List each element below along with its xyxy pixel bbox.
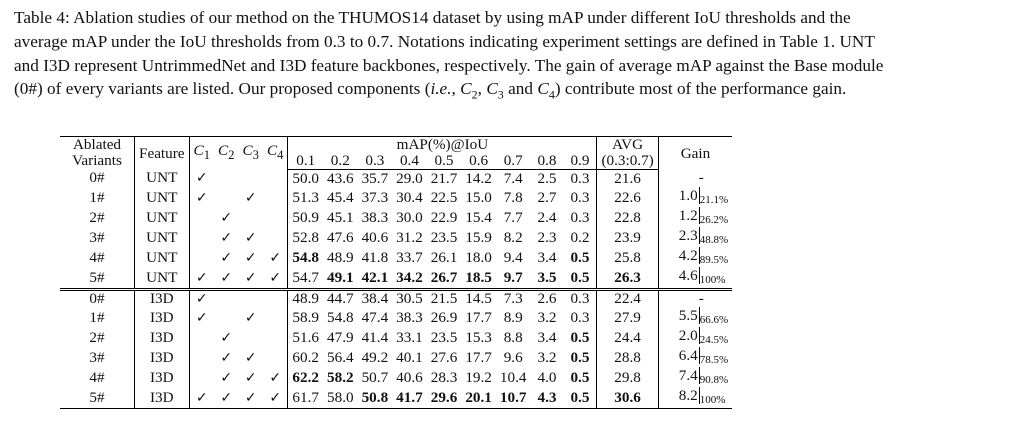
check-icon: ✓ (195, 170, 208, 187)
map-cell: 0.5 (563, 248, 596, 268)
map-cell: 8.8 (503, 328, 523, 346)
gain-cell (658, 368, 732, 388)
empty-cell (263, 289, 288, 308)
map-cell: 61.7 (288, 388, 323, 409)
avg-cell: 27.9 (597, 308, 658, 328)
empty-cell (189, 208, 214, 228)
gain-cell (658, 208, 732, 228)
check-icon: ✓ (263, 248, 288, 268)
header-gain: Gain (680, 144, 711, 162)
map-cell: 10.7 (496, 388, 531, 409)
caption-line-3: and I3D represent UntrimmedNet and I3D feature backbones, respectively. The gain of average mAP against the Base module (14, 55, 884, 75)
map-cell: 31.2 (396, 228, 423, 246)
map-cell: 35.7 (361, 169, 389, 187)
map-cell: 29.0 (396, 169, 423, 187)
map-cell: 29.6 (427, 388, 462, 409)
map-cell: 0.3 (563, 188, 596, 208)
table-row (60, 208, 732, 228)
variant-cell: 5# (60, 388, 135, 409)
map-cell: 52.8 (292, 228, 319, 246)
check-icon: ✓ (195, 189, 208, 206)
header-map-group: mAP(%)@IoU (288, 137, 597, 153)
empty-cell (189, 328, 214, 348)
table-row (60, 289, 732, 308)
map-cell: 26.1 (430, 248, 458, 266)
map-cell: 2.5 (537, 169, 557, 187)
empty-cell (238, 208, 262, 228)
table-row (60, 348, 732, 368)
map-cell: 0.3 (563, 308, 596, 328)
map-cell: 0.3 (563, 208, 596, 228)
check-icon: ✓ (220, 209, 233, 226)
header-iou-0.8: 0.8 (530, 153, 563, 169)
empty-cell (214, 289, 238, 308)
check-icon: ✓ (244, 309, 257, 326)
table-caption (14, 6, 1024, 108)
map-cell: 30.5 (392, 289, 427, 308)
gain-value: 1.2 (678, 206, 698, 224)
gain-cell (658, 188, 732, 208)
map-cell: 50.8 (358, 388, 393, 409)
map-cell: 0.3 (563, 289, 596, 308)
gain-value: 4.2 (678, 246, 698, 264)
map-cell: 0.5 (563, 328, 596, 348)
map-cell: 15.0 (465, 188, 492, 206)
map-cell: 41.8 (361, 248, 389, 266)
map-cell: 3.4 (537, 248, 557, 266)
variant-cell: 5# (60, 268, 135, 290)
feature-cell: I3D (135, 348, 190, 368)
map-cell: 48.9 (327, 248, 354, 266)
map-cell: 0.5 (563, 268, 596, 290)
map-cell: 62.2 (292, 368, 319, 386)
gain-percent: 21.1% (699, 193, 729, 206)
map-cell: 51.3 (292, 188, 319, 206)
gain-value: 5.5 (678, 306, 698, 324)
map-cell: 58.2 (327, 368, 354, 386)
header-iou-0.3: 0.3 (358, 153, 393, 169)
empty-cell (189, 368, 214, 388)
ablation-table (60, 136, 732, 409)
map-cell: 2.6 (530, 289, 563, 308)
header-iou-0.7: 0.7 (496, 153, 531, 169)
header-avg-range: (0.3:0.7) (597, 153, 658, 169)
variant-cell: 2# (60, 328, 135, 348)
map-cell: 0.3 (563, 169, 596, 188)
map-cell: 49.2 (361, 348, 389, 366)
header-feature: Feature (135, 137, 190, 170)
map-cell: 3.2 (537, 348, 557, 366)
map-cell: 42.1 (361, 268, 389, 286)
gain-percent: 100% (699, 273, 726, 286)
empty-cell (263, 348, 288, 368)
gain-percent: 100% (699, 393, 726, 406)
table-row (60, 228, 732, 248)
check-icon: ✓ (220, 269, 233, 286)
avg-cell: 22.8 (597, 208, 658, 228)
check-icon: ✓ (220, 329, 233, 346)
avg-cell: 28.8 (597, 348, 658, 368)
feature-cell: UNT (135, 208, 190, 228)
gain-value: 8.2 (678, 386, 698, 404)
map-cell: 47.6 (327, 228, 354, 246)
check-icon: ✓ (244, 269, 257, 286)
check-icon: ✓ (220, 229, 233, 246)
feature-cell: I3D (135, 308, 190, 328)
gain-percent: 26.2% (699, 213, 729, 226)
map-cell: 49.1 (327, 268, 354, 286)
empty-cell (263, 328, 288, 348)
header-c2: $C_2$ (218, 141, 235, 163)
map-cell: 26.9 (430, 308, 458, 326)
empty-cell (263, 208, 288, 228)
empty-cell (238, 328, 262, 348)
gain-cell (658, 328, 732, 348)
map-cell: 30.4 (396, 188, 423, 206)
header-iou-0.9: 0.9 (563, 153, 596, 169)
map-cell: 18.0 (465, 248, 492, 266)
map-cell: 34.2 (396, 268, 423, 286)
gain-value: 7.4 (678, 366, 698, 384)
map-cell: 54.7 (292, 268, 319, 286)
gain-value: 2.3 (678, 226, 698, 244)
empty-cell (263, 169, 288, 188)
table-row (60, 268, 732, 290)
empty-cell (263, 228, 288, 248)
gain-percent: 66.6% (699, 313, 729, 326)
gain-value: 6.4 (678, 346, 698, 364)
check-icon: ✓ (238, 388, 262, 409)
check-icon: ✓ (220, 249, 233, 266)
gain-cell (658, 248, 732, 268)
header-avg: AVG (597, 137, 658, 153)
gain-value: 4.6 (678, 266, 698, 284)
table-row (60, 188, 732, 208)
empty-cell (214, 308, 238, 328)
check-icon: ✓ (195, 269, 208, 286)
map-cell: 4.0 (537, 368, 557, 386)
check-icon: ✓ (244, 349, 257, 366)
feature-cell: I3D (135, 368, 190, 388)
check-icon: ✓ (189, 388, 214, 409)
feature-cell: I3D (135, 328, 190, 348)
gain-percent: 89.5% (699, 253, 729, 266)
avg-cell: 21.6 (597, 169, 658, 188)
header-ablated-variants-text: Ablated Variants (72, 136, 122, 169)
map-cell: 0.5 (563, 388, 596, 409)
avg-cell: 26.3 (597, 268, 658, 290)
empty-cell (214, 188, 238, 208)
map-cell: 23.5 (430, 228, 458, 246)
map-cell: 40.6 (361, 228, 389, 246)
check-icon: ✓ (220, 369, 233, 386)
map-cell: 40.1 (396, 348, 423, 366)
variant-cell: 1# (60, 188, 135, 208)
header-c4: $C_4$ (263, 137, 288, 170)
map-cell: 33.7 (396, 248, 423, 266)
gain-cell (658, 388, 732, 409)
gain-cell (658, 268, 732, 290)
variant-cell: 1# (60, 308, 135, 328)
gain-percent: 48.8% (699, 233, 729, 246)
map-cell: 21.5 (427, 289, 462, 308)
gain-cell (658, 228, 732, 248)
map-cell: 2.7 (537, 188, 557, 206)
check-icon: ✓ (263, 388, 288, 409)
map-cell: 3.2 (537, 308, 557, 326)
map-cell: 4.3 (530, 388, 563, 409)
map-cell: 0.2 (563, 228, 596, 248)
table-row (60, 169, 732, 188)
gain-value: 1.0 (678, 186, 698, 204)
table-row (60, 368, 732, 388)
check-icon: ✓ (244, 189, 257, 206)
caption-line-2: average mAP under the IoU thresholds from 0.3 to 0.7. Notations indicating experiment settings are defined in Table 1. UNT (14, 31, 875, 51)
map-cell: 38.4 (358, 289, 393, 308)
feature-cell: I3D (135, 388, 190, 409)
caption-line-1: Table 4: Ablation studies of our method on the THUMOS14 dataset by using mAP under different IoU thresholds and the (14, 8, 851, 27)
check-icon: ✓ (244, 249, 257, 266)
map-cell: 9.4 (503, 248, 523, 266)
header-iou-0.4: 0.4 (392, 153, 427, 169)
empty-cell (263, 188, 288, 208)
map-cell: 54.8 (327, 308, 354, 326)
feature-cell: UNT (135, 188, 190, 208)
empty-cell (238, 169, 262, 188)
feature-cell: UNT (135, 248, 190, 268)
check-icon: ✓ (195, 309, 208, 326)
map-cell: 47.9 (327, 328, 354, 346)
map-cell: 43.6 (327, 169, 354, 187)
map-cell: 22.9 (430, 208, 458, 226)
map-cell: 22.5 (430, 188, 458, 206)
map-cell: 28.3 (430, 368, 458, 386)
header-ablated-variants (60, 137, 135, 170)
map-cell: 47.4 (361, 308, 389, 326)
map-cell: 8.2 (503, 228, 523, 246)
map-cell: 30.0 (396, 208, 423, 226)
map-cell: 2.3 (537, 228, 557, 246)
feature-cell: UNT (135, 228, 190, 248)
header-iou-0.2: 0.2 (323, 153, 358, 169)
map-cell: 17.7 (465, 308, 492, 326)
empty-cell (189, 248, 214, 268)
variant-cell: 0# (60, 289, 135, 308)
avg-cell: 29.8 (597, 368, 658, 388)
map-cell: 50.9 (292, 208, 319, 226)
map-cell: 26.7 (430, 268, 458, 286)
feature-cell: I3D (135, 289, 190, 308)
map-cell: 20.1 (461, 388, 496, 409)
map-cell: 15.4 (465, 208, 492, 226)
avg-cell: 30.6 (597, 388, 658, 409)
empty-cell (214, 169, 238, 188)
variant-cell: 0# (60, 169, 135, 188)
map-cell: 0.5 (563, 368, 596, 388)
map-cell: 9.6 (503, 348, 523, 366)
map-cell: 14.2 (465, 169, 492, 187)
map-cell: 14.5 (461, 289, 496, 308)
gain-value: - (698, 169, 704, 187)
empty-cell (189, 228, 214, 248)
map-cell: 60.2 (292, 348, 319, 366)
gain-cell (658, 348, 732, 368)
table-row (60, 328, 732, 348)
map-cell: 2.4 (537, 208, 557, 226)
map-cell: 58.0 (323, 388, 358, 409)
map-cell: 7.4 (503, 169, 523, 187)
avg-cell: 22.6 (597, 188, 658, 208)
check-icon: ✓ (244, 229, 257, 246)
variant-cell: 2# (60, 208, 135, 228)
gain-value: - (698, 290, 704, 308)
map-cell: 19.2 (465, 368, 492, 386)
header-iou-0.6: 0.6 (461, 153, 496, 169)
caption-line-4: (0#) of every variants are listed. Our proposed components (i.e., $C_2$, $C_3$ and $C_4$) contribute most of the performance gain. (14, 79, 847, 102)
check-icon: ✓ (220, 349, 233, 366)
gain-value: 2.0 (678, 326, 698, 344)
map-cell: 18.5 (465, 268, 492, 286)
map-cell: 15.9 (465, 228, 492, 246)
check-icon: ✓ (263, 368, 288, 388)
variant-cell: 4# (60, 368, 135, 388)
map-cell: 8.9 (503, 308, 523, 326)
empty-cell (189, 348, 214, 368)
map-cell: 17.7 (465, 348, 492, 366)
map-cell: 21.7 (430, 169, 458, 187)
map-cell: 7.8 (503, 188, 523, 206)
variant-cell: 3# (60, 228, 135, 248)
map-cell: 23.5 (430, 328, 458, 346)
map-cell: 38.3 (396, 308, 423, 326)
map-cell: 7.7 (503, 208, 523, 226)
map-cell: 58.9 (292, 308, 319, 326)
map-cell: 41.4 (361, 328, 389, 346)
map-cell: 41.7 (392, 388, 427, 409)
map-cell: 51.6 (292, 328, 319, 346)
check-icon: ✓ (263, 268, 288, 290)
map-cell: 15.3 (465, 328, 492, 346)
header-iou-0.1: 0.1 (288, 153, 323, 169)
map-cell: 54.8 (292, 248, 319, 266)
header-c1: $C_1$ (193, 141, 211, 163)
gain-cell (658, 169, 732, 188)
map-cell: 45.1 (327, 208, 354, 226)
header-iou-0.5: 0.5 (427, 153, 462, 169)
map-cell: 0.5 (563, 348, 596, 368)
variant-cell: 3# (60, 348, 135, 368)
map-cell: 10.4 (499, 368, 527, 386)
check-icon: ✓ (214, 388, 238, 409)
check-icon: ✓ (189, 289, 214, 308)
empty-cell (263, 308, 288, 328)
gain-percent: 90.8% (699, 373, 729, 386)
empty-cell (238, 289, 262, 308)
map-cell: 9.7 (503, 268, 523, 286)
table-row (60, 388, 732, 409)
map-cell: 45.4 (327, 188, 354, 206)
feature-cell: UNT (135, 268, 190, 290)
gain-cell (658, 308, 732, 328)
section-unt (60, 169, 732, 289)
map-cell: 3.5 (537, 268, 557, 286)
map-cell: 50.0 (292, 169, 319, 187)
map-cell: 38.3 (361, 208, 389, 226)
avg-cell: 24.4 (597, 328, 658, 348)
map-cell: 44.7 (323, 289, 358, 308)
avg-cell: 23.9 (597, 228, 658, 248)
map-cell: 40.6 (396, 368, 423, 386)
map-cell: 33.1 (396, 328, 423, 346)
map-cell: 50.7 (361, 368, 389, 386)
avg-cell: 25.8 (597, 248, 658, 268)
section-i3d (60, 289, 732, 408)
table-row (60, 308, 732, 328)
avg-cell: 22.4 (597, 289, 658, 308)
map-cell: 56.4 (327, 348, 354, 366)
check-icon: ✓ (244, 369, 257, 386)
map-cell: 27.6 (430, 348, 458, 366)
gain-percent: 78.5% (699, 353, 729, 366)
table-row (60, 248, 732, 268)
map-cell: 37.3 (361, 188, 389, 206)
variant-cell: 4# (60, 248, 135, 268)
map-cell: 3.4 (537, 328, 557, 346)
map-cell: 7.3 (496, 289, 531, 308)
header-c3: $C_3$ (242, 141, 259, 163)
map-cell: 48.9 (288, 289, 323, 308)
gain-cell (658, 289, 732, 308)
feature-cell: UNT (135, 169, 190, 188)
gain-percent: 24.5% (699, 333, 729, 346)
